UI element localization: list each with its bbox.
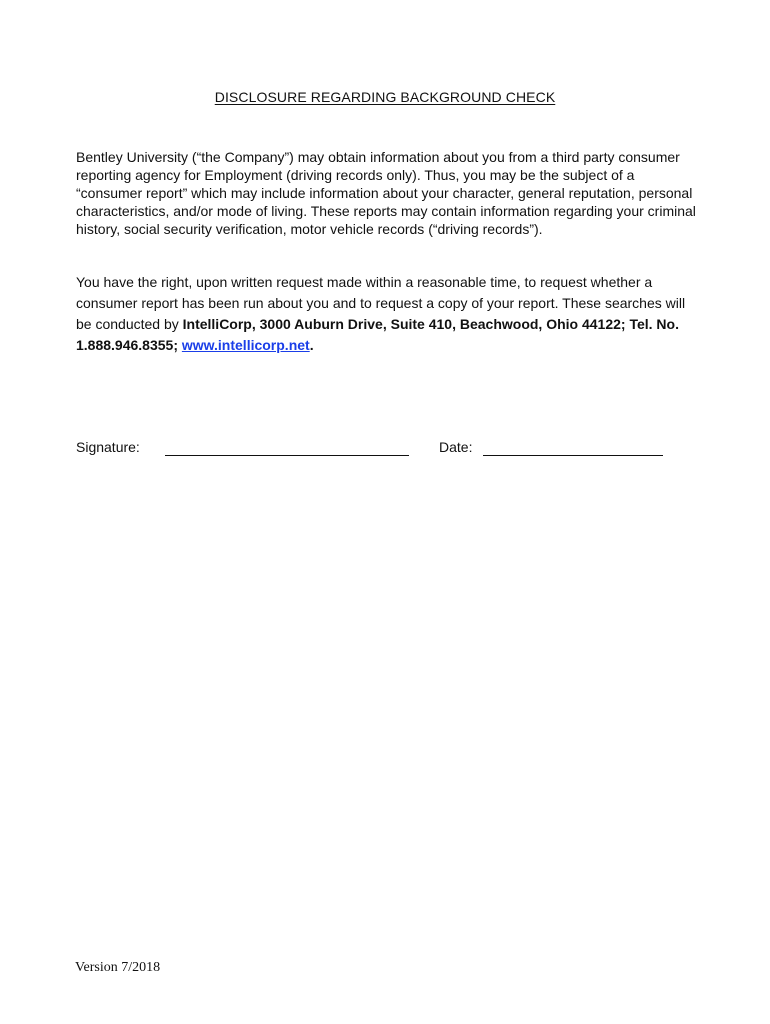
rights-paragraph-text: You have the right, upon written request made within a reasonable time, to request whether a consumer report has been run about you and to request a copy of your report. These searches will be conducted by [76, 274, 686, 332]
agency-contact-info: IntelliCorp, 3000 Auburn Drive, Suite 410, Beachwood, Ohio 44122; Tel. No. 1.888.946.8355; [76, 316, 679, 353]
version-footer: Version 7/2018 [75, 960, 161, 975]
disclosure-paragraph: Bentley University (“the Company”) may obtain information about you from a third party consumer reporting agency for Employment (driving records only). Thus, you may be the subject of a “consumer report” which may include information about your character, general reputation, personal characteristics, and/or mode of living. These reports may contain information regarding your criminal history, social security verification, motor vehicle records (“driving records”). [76, 149, 696, 237]
document-title: DISCLOSURE REGARDING BACKGROUND CHECK [214, 89, 556, 105]
rights-paragraph [76, 272, 701, 356]
rights-paragraph-end: . [309, 337, 314, 353]
date-label: Date: [439, 439, 473, 455]
signature-field[interactable] [165, 455, 409, 456]
intellicorp-link[interactable]: www.intellicorp.net [181, 337, 310, 353]
date-field[interactable] [483, 455, 663, 456]
signature-label: Signature: [76, 439, 140, 455]
